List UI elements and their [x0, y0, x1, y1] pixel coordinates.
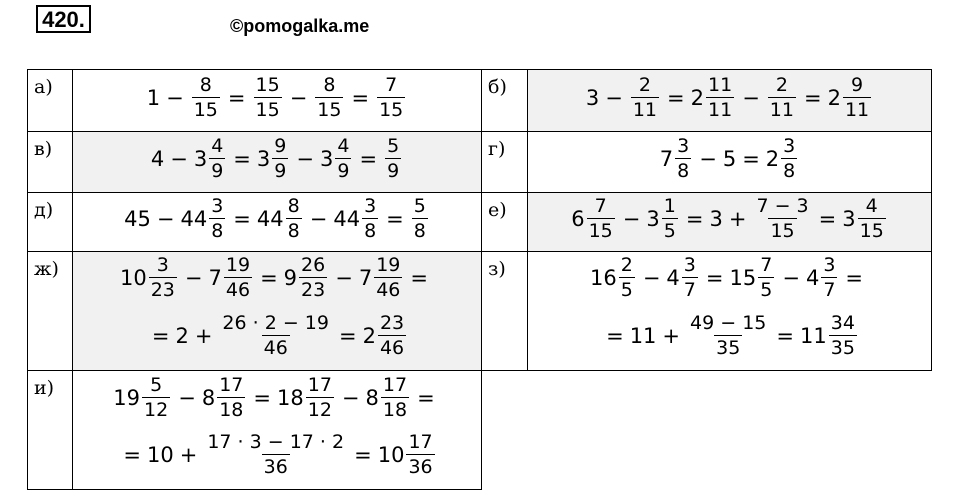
denominator: 11: [769, 99, 794, 121]
denominator: 5: [663, 220, 676, 242]
denominator: 8: [413, 220, 426, 242]
numerator: 4: [211, 135, 224, 157]
math-token: 9: [283, 265, 298, 290]
expr-v: [151, 137, 403, 181]
denominator: 46: [379, 337, 405, 359]
denominator: 7: [823, 279, 836, 301]
math-token: −: [605, 85, 623, 110]
cell-label-z: [481, 251, 528, 371]
math-token: 19: [113, 385, 141, 410]
label-z: з): [488, 258, 506, 280]
denominator: 35: [830, 337, 855, 359]
expr-a: [147, 76, 408, 120]
numerator: 7 − 3: [756, 195, 809, 217]
numerator: 7: [385, 74, 398, 96]
math-token: 45: [124, 206, 151, 231]
math-token: =: [742, 146, 760, 171]
exercise-number: 420.: [36, 5, 91, 33]
fraction: [768, 76, 796, 120]
math-token: 8: [201, 385, 216, 410]
math-token: −: [782, 265, 800, 290]
math-token: 3: [646, 206, 660, 231]
numerator: 9: [274, 135, 287, 157]
fraction: [754, 197, 810, 241]
denominator: 11: [844, 99, 870, 121]
math-token: 4: [805, 265, 820, 290]
numerator: 49 − 15: [690, 312, 767, 334]
denominator: 36: [263, 456, 288, 478]
numerator: 11: [708, 74, 733, 96]
expr-i-line1: [113, 376, 440, 420]
numerator: 9: [851, 74, 864, 96]
math-token: −: [170, 146, 188, 171]
numerator: 19: [225, 254, 251, 276]
math-token: =: [410, 265, 429, 290]
math-token: +: [194, 323, 213, 348]
denominator: 15: [859, 220, 884, 242]
expr-g: [660, 137, 800, 181]
math-token: =: [776, 323, 794, 348]
fraction: [385, 137, 401, 181]
expr-zh-line1: [120, 256, 434, 300]
numerator: 2: [638, 74, 651, 96]
math-token: 3: [319, 146, 334, 171]
math-token: 16: [589, 265, 617, 290]
math-token: 3: [256, 146, 271, 171]
denominator: 7: [683, 279, 696, 301]
fraction: [412, 197, 428, 241]
label-v: в): [34, 138, 53, 160]
denominator: 9: [387, 160, 400, 182]
math-token: 18: [277, 385, 304, 410]
fraction: [587, 197, 615, 241]
denominator: 18: [382, 399, 408, 421]
math-token: −: [296, 146, 314, 171]
math-token: −: [289, 85, 308, 110]
math-token: 3: [193, 146, 208, 171]
math-token: =: [705, 265, 724, 290]
fraction: [220, 314, 331, 358]
math-token: −: [166, 85, 184, 110]
math-token: 6: [571, 206, 585, 231]
denominator: 15: [588, 220, 613, 242]
fraction: [254, 76, 282, 120]
math-token: =: [359, 146, 378, 171]
fraction: [631, 76, 659, 120]
math-token: 3: [842, 206, 856, 231]
math-token: −: [742, 85, 760, 110]
math-token: 10: [119, 265, 147, 290]
math-token: 10: [146, 442, 174, 467]
fraction: [374, 256, 402, 300]
denominator: 36: [408, 456, 433, 478]
math-token: 2: [827, 85, 841, 110]
math-token: 8: [365, 385, 379, 410]
math-token: −: [341, 385, 360, 410]
numerator: 19: [376, 254, 401, 276]
math-token: 7: [208, 265, 222, 290]
math-token: =: [233, 206, 251, 231]
denominator: 15: [317, 99, 342, 121]
expr-d: [124, 197, 430, 241]
math-token: =: [227, 85, 246, 110]
denominator: 18: [219, 399, 244, 421]
numerator: 5: [150, 374, 163, 396]
math-token: −: [642, 265, 661, 290]
math-token: 4: [150, 146, 165, 171]
math-token: =: [685, 206, 704, 231]
numerator: 5: [387, 135, 400, 157]
math-token: =: [845, 265, 864, 290]
fraction: [758, 256, 774, 300]
math-token: 10: [377, 442, 405, 467]
fraction: [619, 256, 635, 300]
math-token: +: [179, 442, 198, 467]
fraction: [406, 433, 434, 477]
watermark: ©pomogalka.me: [230, 16, 370, 36]
fraction: [217, 376, 245, 420]
fraction: [209, 197, 225, 241]
math-token: 11: [800, 323, 827, 348]
fraction: [192, 76, 220, 120]
math-token: =: [386, 206, 404, 231]
expr-z-line2: [600, 314, 859, 358]
fraction: [362, 197, 378, 241]
denominator: 9: [274, 160, 287, 182]
math-token: =: [667, 85, 685, 110]
math-token: =: [123, 442, 141, 467]
label-a: а): [34, 76, 53, 98]
math-token: 2: [362, 323, 376, 348]
cell-z: [527, 251, 932, 371]
cell-d: [72, 192, 482, 252]
math-token: =: [803, 85, 822, 110]
denominator: 8: [287, 220, 300, 242]
numerator: 4: [337, 135, 350, 157]
fraction: [272, 137, 288, 181]
denominator: 5: [620, 279, 633, 301]
math-token: 7: [358, 265, 373, 290]
math-token: =: [606, 323, 624, 348]
denominator: 23: [301, 279, 326, 301]
denominator: 8: [783, 160, 796, 182]
denominator: 12: [307, 399, 332, 421]
fraction: [286, 197, 302, 241]
math-token: 44: [180, 206, 208, 231]
cell-label-d: [27, 192, 73, 252]
math-token: 1: [146, 85, 161, 110]
cell-label-a: [27, 69, 73, 132]
numerator: 26 · 2 − 19: [222, 312, 329, 334]
numerator: 3: [211, 195, 224, 217]
numerator: 17: [382, 374, 408, 396]
cell-i: [72, 370, 482, 490]
fraction: [662, 197, 678, 241]
math-token: 2: [765, 146, 780, 171]
math-token: −: [335, 265, 353, 290]
cell-v: [72, 131, 482, 193]
numerator: 8: [323, 74, 336, 96]
denominator: 11: [708, 99, 733, 121]
math-token: +: [728, 206, 747, 231]
label-e: е): [488, 199, 507, 221]
fraction: [209, 137, 225, 181]
math-token: 3: [585, 85, 600, 110]
label-g: г): [488, 138, 506, 160]
math-token: +: [662, 323, 681, 348]
math-token: 7: [659, 146, 674, 171]
math-token: =: [354, 442, 372, 467]
cell-e: [527, 192, 932, 252]
label-i: и): [34, 377, 55, 399]
numerator: 3: [683, 254, 696, 276]
numerator: 26: [301, 254, 326, 276]
fraction: [378, 314, 406, 358]
denominator: 8: [677, 160, 690, 182]
denominator: 9: [337, 160, 350, 182]
numerator: 3: [783, 135, 796, 157]
numerator: 8: [199, 74, 212, 96]
fraction: [858, 197, 886, 241]
denominator: 46: [376, 279, 401, 301]
fraction: [142, 376, 170, 420]
math-token: =: [338, 323, 357, 348]
fraction: [381, 376, 409, 420]
math-token: =: [818, 206, 837, 231]
numerator: 3: [677, 135, 690, 157]
fraction: [688, 314, 768, 358]
numerator: 34: [830, 312, 855, 334]
denominator: 15: [193, 99, 218, 121]
math-token: −: [178, 385, 196, 410]
cell-label-i: [27, 370, 73, 490]
math-token: 15: [729, 265, 757, 290]
numerator: 17 · 3 − 17 · 2: [207, 431, 345, 453]
math-token: 44: [333, 206, 361, 231]
label-zh: ж): [34, 258, 59, 280]
fraction: [205, 433, 346, 477]
numerator: 5: [413, 195, 426, 217]
fraction: [315, 76, 343, 120]
numerator: 2: [775, 74, 788, 96]
cell-b: [527, 69, 932, 132]
fraction: [306, 376, 334, 420]
math-token: =: [260, 265, 278, 290]
denominator: 15: [255, 99, 280, 121]
cell-zh: [72, 251, 482, 371]
denominator: 15: [379, 99, 404, 121]
denominator: 8: [364, 220, 377, 242]
denominator: 5: [760, 279, 773, 301]
denominator: 9: [211, 160, 224, 182]
cell-label-b: [481, 69, 528, 132]
numerator: 17: [219, 374, 244, 396]
label-d: д): [34, 199, 54, 221]
math-token: =: [351, 85, 370, 110]
numerator: 1: [663, 195, 676, 217]
numerator: 17: [408, 431, 433, 453]
numerator: 7: [594, 195, 607, 217]
fraction: [682, 256, 698, 300]
numerator: 3: [823, 254, 836, 276]
fraction: [149, 256, 177, 300]
math-token: 44: [256, 206, 284, 231]
math-token: −: [699, 146, 717, 171]
numerator: 3: [364, 195, 377, 217]
cell-label-e: [481, 192, 528, 252]
numerator: 2: [620, 254, 633, 276]
expr-i-line2: [117, 433, 436, 477]
cell-label-zh: [27, 251, 73, 371]
math-token: −: [622, 206, 641, 231]
math-token: =: [417, 385, 435, 410]
fraction: [781, 137, 797, 181]
math-token: =: [233, 146, 251, 171]
math-token: 4: [666, 265, 680, 290]
cell-label-g: [481, 131, 528, 193]
denominator: 46: [225, 279, 251, 301]
math-token: −: [156, 206, 175, 231]
numerator: 8: [287, 195, 300, 217]
numerator: 23: [379, 312, 405, 334]
fraction: [299, 256, 327, 300]
fraction: [224, 256, 252, 300]
cell-label-v: [27, 131, 73, 193]
denominator: 15: [770, 220, 795, 242]
math-token: 2: [175, 323, 189, 348]
numerator: 17: [307, 374, 332, 396]
denominator: 11: [632, 99, 658, 121]
expr-zh-line2: [146, 314, 408, 358]
fraction: [335, 137, 351, 181]
expr-b: [586, 76, 873, 120]
math-token: =: [253, 385, 271, 410]
math-token: −: [184, 265, 203, 290]
expr-e: [571, 197, 888, 241]
math-token: =: [151, 323, 170, 348]
fraction: [843, 76, 871, 120]
numerator: 15: [255, 74, 280, 96]
fraction: [829, 314, 857, 358]
fraction: [821, 256, 837, 300]
math-token: 3: [709, 206, 723, 231]
cell-g: [527, 131, 932, 193]
denominator: 12: [144, 399, 169, 421]
math-token: 5: [722, 146, 737, 171]
fraction: [706, 76, 734, 120]
math-token: −: [309, 206, 328, 231]
fraction: [377, 76, 405, 120]
denominator: 8: [211, 220, 224, 242]
math-token: 11: [629, 323, 657, 348]
fraction: [675, 137, 691, 181]
numerator: 3: [156, 254, 169, 276]
math-token: 2: [690, 85, 704, 110]
numerator: 4: [865, 195, 878, 217]
denominator: 35: [716, 337, 741, 359]
numerator: 7: [760, 254, 773, 276]
label-b: б): [488, 76, 507, 98]
cell-a: [72, 69, 482, 132]
denominator: 23: [150, 279, 175, 301]
expr-z-line1: [590, 256, 869, 300]
denominator: 46: [263, 337, 288, 359]
